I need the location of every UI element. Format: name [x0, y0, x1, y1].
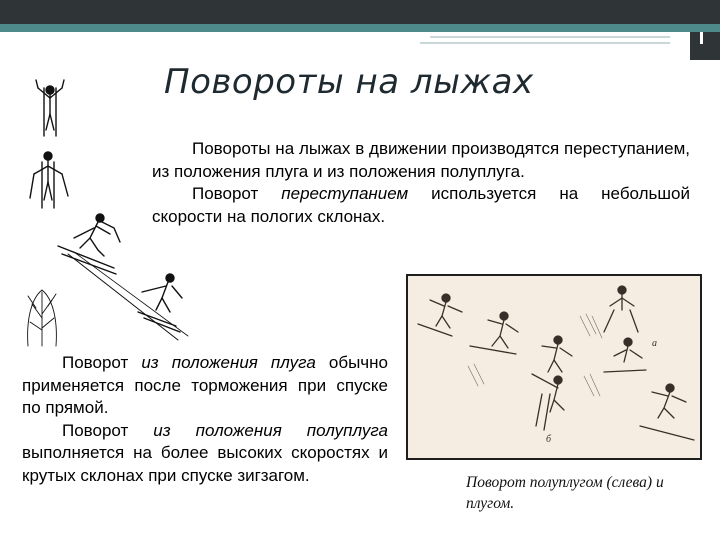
left-text-prefix-1: Поворот [62, 353, 142, 372]
intro-text-prefix: Поворот [192, 184, 282, 203]
header-tab-mark [700, 32, 703, 44]
decorative-line [420, 42, 670, 44]
left-paragraph-2 [22, 420, 388, 488]
left-text [22, 352, 388, 487]
intro-text-emphasis: переступанием [281, 184, 409, 203]
left-text-emphasis-2: из положения полуплуга [153, 420, 388, 440]
header-tab-accent [690, 24, 720, 32]
header-accent-bar [0, 24, 720, 32]
ski-turn-drawing [408, 276, 700, 458]
left-text-emphasis-1: из положения плуга [141, 353, 316, 372]
illustration-caption: Поворот полуплугом (слева) и плугом. [466, 474, 664, 512]
left-text-suffix-1: обычно применяется после торможения при спуске по прямой. [22, 353, 388, 417]
left-paragraph-1 [22, 352, 388, 420]
intro-paragraph-2 [152, 183, 690, 228]
left-text-suffix-2: выполняется на более высоких скоростях и крутых склонах при спуске зигзагом. [22, 443, 388, 485]
slide-title: Повороты на лыжах [164, 62, 534, 102]
ski-turn-illustration [406, 274, 702, 460]
photo-label-a: а [652, 338, 657, 349]
skier-sketches-illustration [18, 78, 198, 348]
decorative-line [430, 36, 670, 38]
header-bar [0, 0, 720, 24]
left-text-prefix-2: Поворот [62, 420, 154, 440]
intro-text [152, 138, 690, 228]
intro-text-suffix: используется на небольшой скорости на пологих склонах. [152, 184, 690, 226]
photo-label-b: б [546, 434, 552, 445]
intro-paragraph-1: Повороты на лыжах в движении производятся переступанием, из положения плуга и из положения полуплуга. [152, 139, 690, 181]
